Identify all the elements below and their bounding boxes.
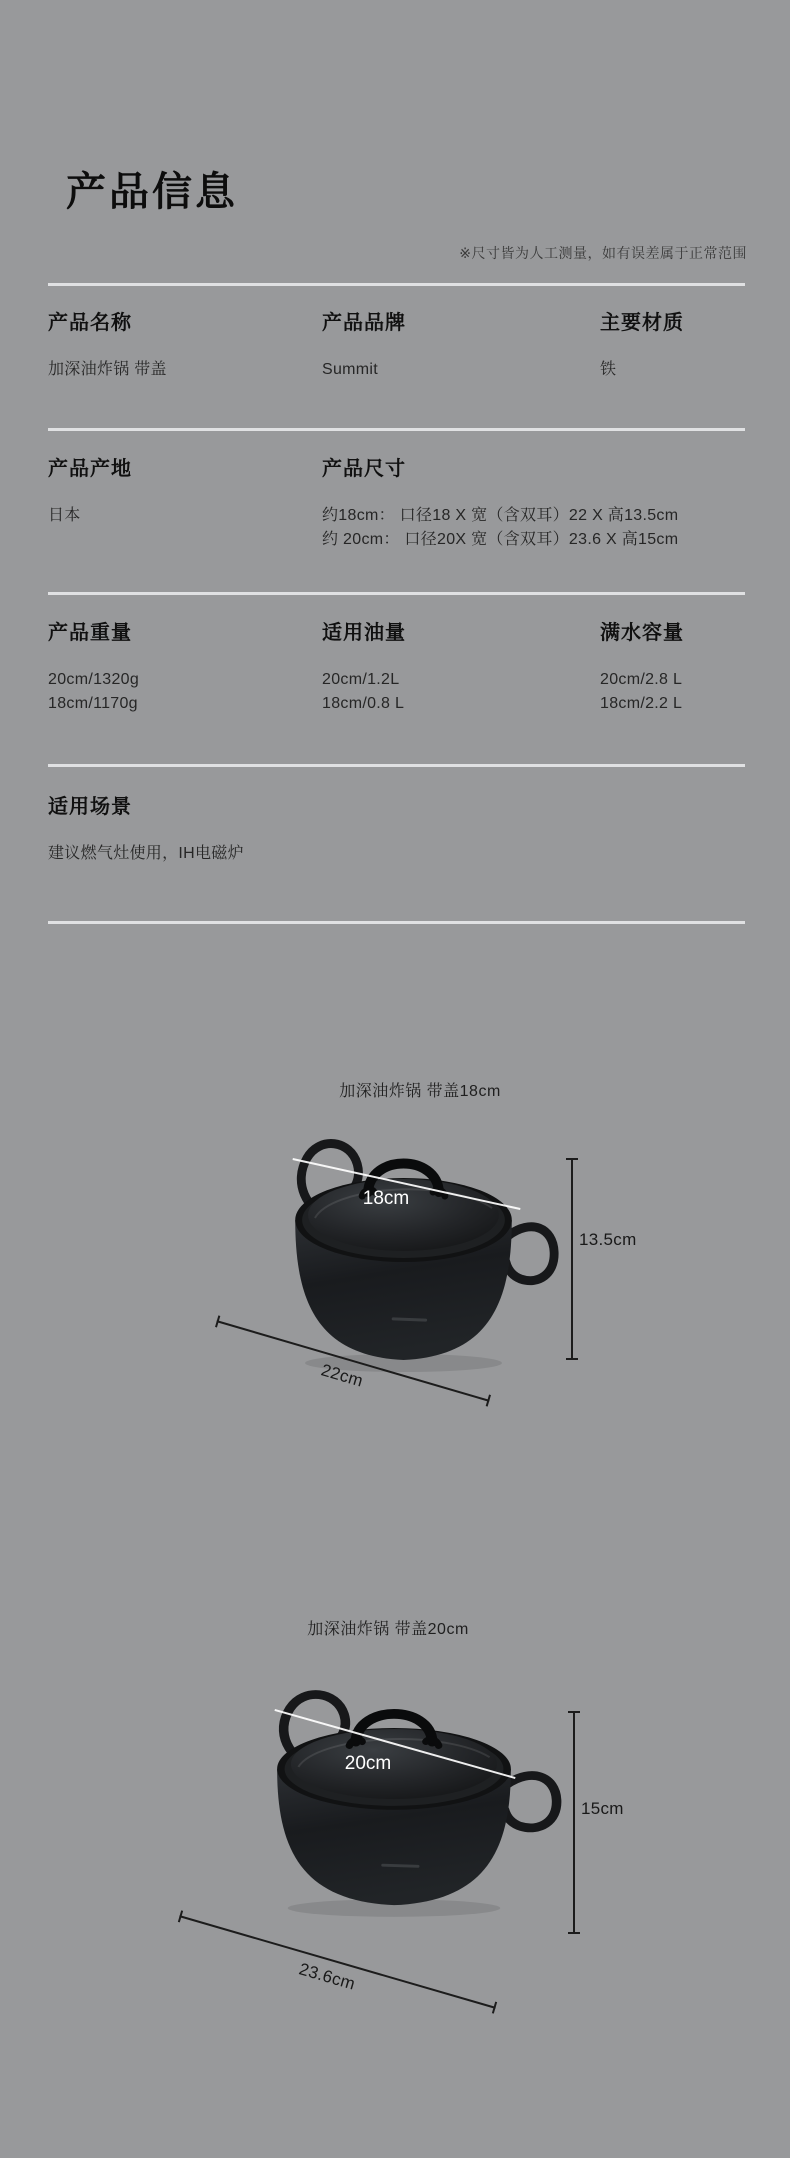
- spec-value: 20cm/1.2L: [322, 671, 400, 688]
- spec-value: 20cm/2.8 L: [600, 671, 683, 688]
- page-title: 产品信息: [66, 170, 238, 214]
- width-label: 22cm: [318, 1360, 366, 1391]
- spec-usage-scene: [48, 790, 244, 866]
- pot-illustration: [224, 1656, 564, 1948]
- spec-value: 18cm/0.8 L: [322, 695, 405, 712]
- spec-label: 主要材质: [600, 312, 684, 334]
- spec-label: 产品重量: [48, 622, 132, 644]
- spec-label: 产品品牌: [322, 312, 406, 334]
- spec-value: 约18cm： 口径18 X 宽（含双耳）22 X 高13.5cm: [322, 507, 679, 524]
- spec-origin: [48, 452, 132, 528]
- diameter-label: 20cm: [344, 1753, 392, 1774]
- spec-label: 产品尺寸: [322, 458, 406, 480]
- spec-value: 日本: [48, 507, 81, 524]
- diameter-label: 18cm: [362, 1188, 410, 1209]
- spec-brand: [322, 306, 406, 382]
- spec-oil-capacity: [322, 616, 406, 716]
- spec-label: 产品名称: [48, 312, 132, 334]
- figure-caption: 加深油炸锅 带盖20cm: [307, 1621, 469, 1638]
- height-label: 15cm: [581, 1799, 624, 1818]
- spec-value: 约 20cm： 口径20X 宽（含双耳）23.6 X 高15cm: [322, 531, 679, 548]
- spec-label: 适用油量: [322, 622, 406, 644]
- divider: [48, 592, 745, 595]
- product-figure-18cm: [0, 1070, 790, 1460]
- divider: [48, 428, 745, 431]
- spec-value: 建议燃气灶使用，IH电磁炉: [48, 845, 244, 862]
- spec-value: 18cm/2.2 L: [600, 695, 683, 712]
- product-figure-20cm: [0, 1600, 790, 2060]
- spec-value: 加深油炸锅 带盖: [48, 361, 167, 378]
- spec-value: 20cm/1320g: [48, 671, 140, 688]
- figure-caption: 加深油炸锅 带盖18cm: [339, 1083, 501, 1100]
- spec-product-name: [48, 306, 167, 382]
- spec-dimensions: [322, 452, 678, 552]
- height-dimension-line: [571, 1158, 573, 1360]
- spec-water-capacity: [600, 616, 684, 716]
- spec-label: 产品产地: [48, 458, 132, 480]
- width-label: 23.6cm: [296, 1959, 358, 1994]
- spec-material: [600, 306, 684, 382]
- spec-weight: [48, 616, 139, 716]
- spec-label: 适用场景: [48, 796, 132, 818]
- height-label: 13.5cm: [579, 1230, 637, 1249]
- spec-value: 铁: [600, 361, 617, 378]
- spec-value: 18cm/1170g: [48, 695, 138, 712]
- spec-label: 满水容量: [600, 622, 684, 644]
- divider: [48, 764, 745, 767]
- divider: [48, 921, 745, 924]
- height-dimension-line: [573, 1711, 575, 1934]
- pot-illustration: [246, 1104, 561, 1404]
- measurement-note: ※尺寸皆为人工测量，如有误差属于正常范围: [459, 245, 747, 261]
- spec-value: Summit: [322, 361, 379, 378]
- divider: [48, 283, 745, 286]
